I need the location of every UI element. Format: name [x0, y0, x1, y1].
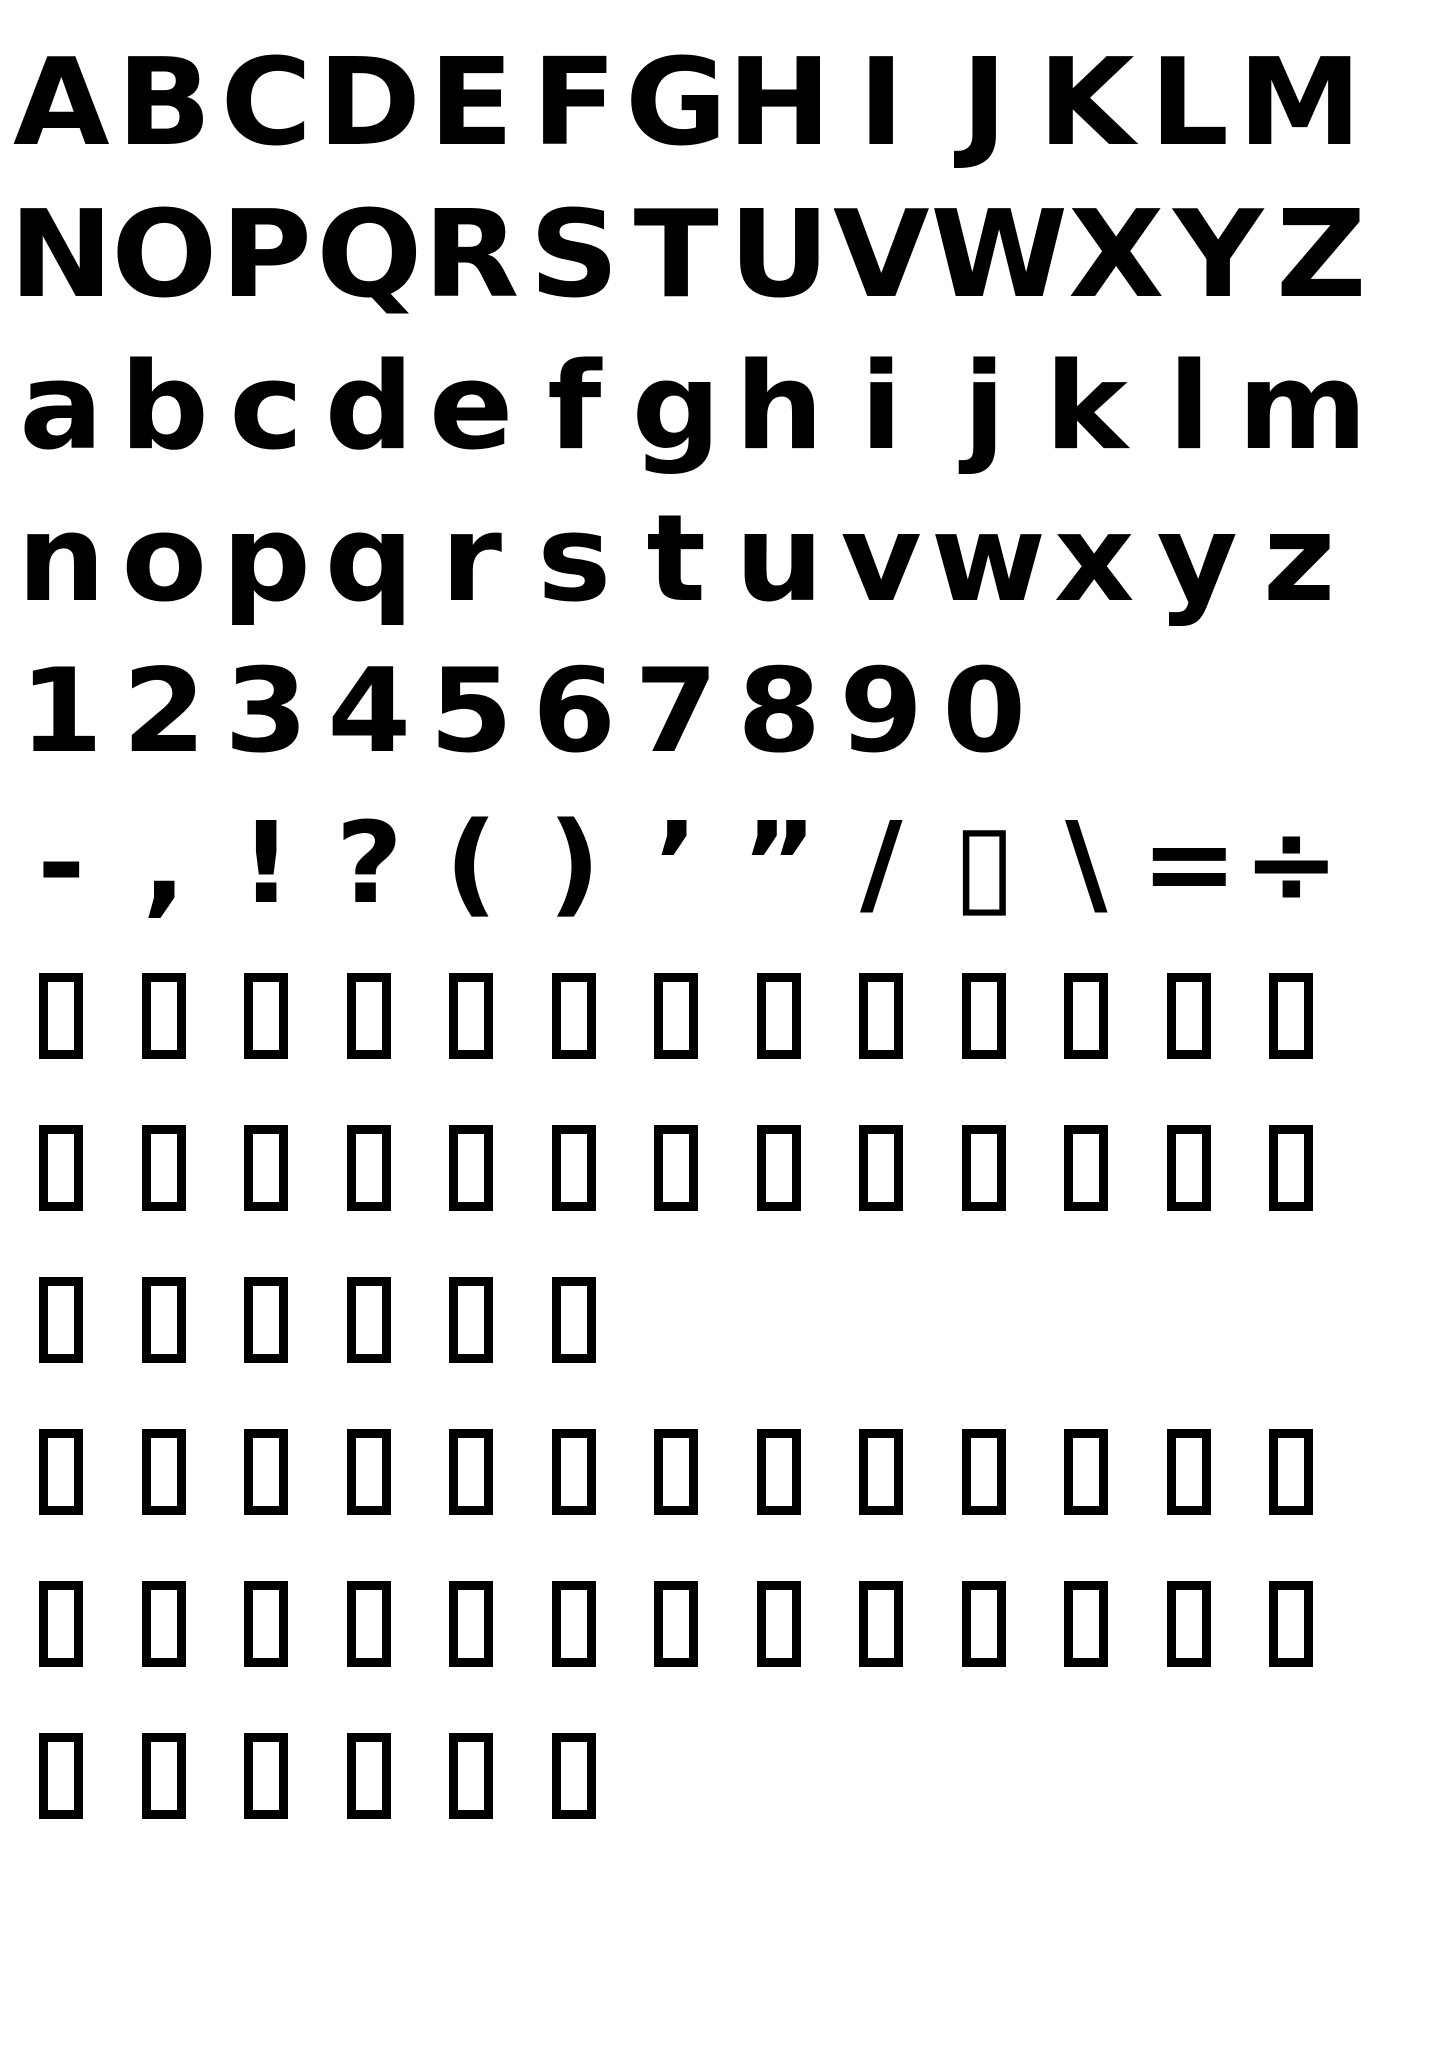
notdef-box-icon [859, 973, 903, 1059]
notdef-box-icon [244, 1125, 288, 1211]
notdef-row-3 [10, 1244, 1446, 1396]
glyph-cell: U [728, 186, 830, 325]
notdef-glyph-cell [215, 1700, 318, 1852]
notdef-glyph-cell [420, 1548, 523, 1700]
notdef-box-icon [552, 1277, 596, 1363]
glyph-cell: ) [547, 799, 601, 929]
empty-cell [1138, 1700, 1241, 1852]
glyph-cell: ▯ [951, 799, 1016, 929]
notdef-glyph-cell [728, 1396, 831, 1548]
notdef-glyph-cell [215, 940, 318, 1092]
glyph-cell: 6 [531, 644, 616, 779]
glyph-cell: F [531, 34, 617, 173]
notdef-box-icon [1269, 973, 1313, 1059]
notdef-box-icon [962, 1125, 1006, 1211]
glyph-cell: h [734, 338, 824, 477]
notdef-glyph-cell [830, 940, 933, 1092]
notdef-box-icon [39, 1277, 83, 1363]
notdef-box-icon [962, 1429, 1006, 1515]
notdef-glyph-cell [830, 1396, 933, 1548]
glyph-cell: n [16, 490, 106, 629]
notdef-glyph-cell [1240, 940, 1343, 1092]
notdef-box-icon [1064, 1125, 1108, 1211]
notdef-glyph-cell [1035, 940, 1138, 1092]
notdef-box-icon [347, 973, 391, 1059]
notdef-box-icon [347, 1125, 391, 1211]
empty-cell [933, 1700, 1036, 1852]
glyph-cell: 3 [224, 644, 309, 779]
glyph-cell: E [428, 34, 514, 173]
notdef-glyph-cell [10, 1700, 113, 1852]
lowercase-row-1 [10, 332, 1446, 484]
notdef-box-icon [347, 1733, 391, 1819]
glyph-cell: G [625, 34, 728, 173]
notdef-glyph-cell [10, 1548, 113, 1700]
glyph-cell: \ [1064, 799, 1108, 929]
notdef-box-icon [654, 1125, 698, 1211]
notdef-box-icon [244, 1581, 288, 1667]
empty-cell [1138, 1244, 1241, 1396]
notdef-glyph-cell [10, 940, 113, 1092]
notdef-box-icon [962, 1581, 1006, 1667]
empty-cell [625, 1244, 728, 1396]
notdef-box-icon [757, 1125, 801, 1211]
glyph-cell: k [1044, 338, 1128, 477]
notdef-glyph-cell [523, 1700, 626, 1852]
notdef-box-icon [142, 1733, 186, 1819]
notdef-box-icon [1167, 1581, 1211, 1667]
notdef-box-icon [654, 1429, 698, 1515]
empty-cell [933, 1244, 1036, 1396]
glyph-cell: 8 [736, 644, 821, 779]
uppercase-row-1 [10, 28, 1446, 180]
glyph-cell: T [633, 186, 719, 325]
glyph-cell: M [1237, 34, 1362, 173]
glyph-cell: c [229, 338, 304, 477]
notdef-glyph-cell [113, 940, 216, 1092]
empty-cell [625, 1700, 728, 1852]
glyph-cell: y [1156, 490, 1238, 629]
notdef-glyph-cell [625, 1548, 728, 1700]
notdef-box-icon [142, 1581, 186, 1667]
glyph-cell: m [1237, 338, 1368, 477]
notdef-box-icon [39, 1581, 83, 1667]
notdef-glyph-cell [523, 1396, 626, 1548]
notdef-box-icon [39, 973, 83, 1059]
glyph-cell: O [110, 186, 217, 325]
notdef-glyph-cell [728, 940, 831, 1092]
glyph-cell: S [528, 186, 619, 325]
empty-cell [1035, 1700, 1138, 1852]
empty-cell [830, 1244, 933, 1396]
notdef-box-icon [757, 1429, 801, 1515]
notdef-glyph-cell [113, 1396, 216, 1548]
empty-cell [1240, 1700, 1343, 1852]
notdef-glyph-cell [215, 1548, 318, 1700]
notdef-box-icon [449, 1581, 493, 1667]
notdef-glyph-cell [830, 1548, 933, 1700]
notdef-glyph-cell [420, 1092, 523, 1244]
glyph-cell: 2 [121, 644, 206, 779]
lowercase-row-2 [10, 484, 1446, 636]
notdef-box-icon [1064, 973, 1108, 1059]
glyph-cell: 0 [941, 644, 1026, 779]
glyph-cell: / [859, 799, 903, 929]
digits-row [10, 636, 1446, 788]
notdef-box-icon [654, 973, 698, 1059]
notdef-glyph-cell [113, 1092, 216, 1244]
notdef-box-icon [552, 1581, 596, 1667]
notdef-glyph-cell [1035, 1548, 1138, 1700]
notdef-glyph-cell [420, 1700, 523, 1852]
glyph-cell: R [423, 186, 520, 325]
notdef-box-icon [347, 1429, 391, 1515]
glyph-cell: ÷ [1242, 799, 1341, 929]
notdef-glyph-cell [1138, 1092, 1241, 1244]
empty-cell [1035, 1244, 1138, 1396]
notdef-box-icon [1269, 1581, 1313, 1667]
glyph-cell: 9 [839, 644, 924, 779]
glyph-cell: 1 [19, 644, 104, 779]
empty-cell [728, 1700, 831, 1852]
notdef-glyph-cell [318, 1396, 421, 1548]
notdef-glyph-cell [318, 1244, 421, 1396]
notdef-box-icon [1269, 1125, 1313, 1211]
notdef-box-icon [1167, 1429, 1211, 1515]
notdef-glyph-cell [215, 1092, 318, 1244]
glyph-cell: t [646, 490, 707, 629]
notdef-glyph-cell [318, 1548, 421, 1700]
notdef-glyph-cell [1035, 1396, 1138, 1548]
notdef-box-icon [244, 973, 288, 1059]
glyph-cell: q [324, 490, 414, 629]
glyph-cell: g [631, 338, 721, 477]
glyph-cell: ’ [654, 799, 699, 929]
glyph-cell: - [37, 799, 86, 929]
glyph-cell: d [324, 338, 414, 477]
notdef-glyph-cell [523, 1092, 626, 1244]
notdef-box-icon [449, 1277, 493, 1363]
notdef-glyph-cell [625, 940, 728, 1092]
glyph-cell: a [19, 338, 104, 477]
notdef-box-icon [757, 973, 801, 1059]
empty-cell [830, 1700, 933, 1852]
notdef-box-icon [142, 973, 186, 1059]
empty-cell [728, 1244, 831, 1396]
glyph-cell: o [120, 490, 207, 629]
punctuation-row [10, 788, 1446, 940]
glyph-cell: l [1167, 338, 1211, 477]
notdef-box-icon [449, 1125, 493, 1211]
notdef-box-icon [244, 1429, 288, 1515]
glyph-cell: ( [444, 799, 498, 929]
glyph-cell: = [1139, 799, 1238, 929]
notdef-row-6 [10, 1700, 1446, 1852]
notdef-row-5 [10, 1548, 1446, 1700]
notdef-box-icon [859, 1429, 903, 1515]
notdef-glyph-cell [830, 1092, 933, 1244]
notdef-box-icon [859, 1125, 903, 1211]
glyph-cell: v [840, 490, 922, 629]
notdef-box-icon [39, 1125, 83, 1211]
glyph-grid [10, 28, 1446, 1852]
notdef-glyph-cell [1240, 1092, 1343, 1244]
notdef-box-icon [552, 1733, 596, 1819]
glyph-cell: I [858, 34, 905, 173]
glyph-cell: K [1037, 34, 1135, 173]
notdef-glyph-cell [318, 940, 421, 1092]
glyph-cell: W [929, 186, 1068, 325]
glyph-cell: P [220, 186, 312, 325]
notdef-box-icon [244, 1277, 288, 1363]
notdef-box-icon [142, 1125, 186, 1211]
glyph-cell: X [1068, 186, 1165, 325]
uppercase-row-2 [10, 180, 1446, 332]
notdef-box-icon [39, 1429, 83, 1515]
notdef-glyph-cell [523, 1244, 626, 1396]
empty-cell [1033, 636, 1140, 788]
notdef-box-icon [552, 1125, 596, 1211]
glyph-cell: J [960, 34, 1007, 173]
notdef-glyph-cell [933, 1548, 1036, 1700]
glyph-cell: e [428, 338, 514, 477]
notdef-glyph-cell [523, 940, 626, 1092]
notdef-glyph-cell [1138, 1548, 1241, 1700]
glyph-cell: Q [315, 186, 422, 325]
notdef-box-icon [1064, 1581, 1108, 1667]
notdef-glyph-cell [1138, 940, 1241, 1092]
notdef-glyph-cell [420, 1396, 523, 1548]
notdef-box-icon [1064, 1429, 1108, 1515]
notdef-box-icon [552, 973, 596, 1059]
notdef-row-2 [10, 1092, 1446, 1244]
notdef-glyph-cell [420, 940, 523, 1092]
notdef-box-icon [1167, 973, 1211, 1059]
notdef-glyph-cell [215, 1244, 318, 1396]
glyph-cell: w [930, 490, 1046, 629]
notdef-box-icon [449, 1429, 493, 1515]
glyph-cell: j [962, 338, 1006, 477]
notdef-glyph-cell [1138, 1396, 1241, 1548]
glyph-cell: p [221, 490, 311, 629]
notdef-box-icon [347, 1277, 391, 1363]
notdef-box-icon [449, 973, 493, 1059]
glyph-cell: z [1263, 490, 1336, 629]
notdef-glyph-cell [933, 940, 1036, 1092]
notdef-box-icon [757, 1581, 801, 1667]
glyph-cell: b [119, 338, 209, 477]
notdef-box-icon [654, 1581, 698, 1667]
notdef-glyph-cell [728, 1092, 831, 1244]
notdef-glyph-cell [1240, 1396, 1343, 1548]
glyph-cell: , [141, 799, 186, 929]
empty-cell [1238, 636, 1345, 788]
glyph-cell: V [832, 186, 930, 325]
glyph-cell: B [116, 34, 212, 173]
notdef-glyph-cell [10, 1092, 113, 1244]
glyph-cell: ! [239, 799, 293, 929]
notdef-box-icon [1167, 1125, 1211, 1211]
notdef-glyph-cell [933, 1092, 1036, 1244]
notdef-glyph-cell [625, 1092, 728, 1244]
notdef-glyph-cell [215, 1396, 318, 1548]
notdef-glyph-cell [933, 1396, 1036, 1548]
notdef-glyph-cell [113, 1700, 216, 1852]
notdef-box-icon [1269, 1429, 1313, 1515]
notdef-box-icon [859, 1581, 903, 1667]
glyph-cell: L [1148, 34, 1229, 173]
glyph-cell: u [734, 490, 824, 629]
empty-cell [1135, 636, 1242, 788]
glyph-cell: i [859, 338, 903, 477]
empty-cell [1240, 1244, 1343, 1396]
glyph-cell: Z [1275, 186, 1367, 325]
notdef-glyph-cell [318, 1700, 421, 1852]
notdef-box-icon [244, 1733, 288, 1819]
glyph-cell: ” [740, 799, 818, 929]
glyph-cell: s [536, 490, 611, 629]
notdef-box-icon [347, 1581, 391, 1667]
notdef-box-icon [142, 1277, 186, 1363]
notdef-box-icon [962, 973, 1006, 1059]
notdef-glyph-cell [1035, 1092, 1138, 1244]
notdef-box-icon [552, 1429, 596, 1515]
notdef-box-icon [142, 1429, 186, 1515]
notdef-glyph-cell [10, 1244, 113, 1396]
notdef-box-icon [39, 1733, 83, 1819]
notdef-glyph-cell [1240, 1548, 1343, 1700]
glyph-cell: N [9, 186, 114, 325]
notdef-box-icon [449, 1733, 493, 1819]
glyph-cell: x [1054, 490, 1135, 629]
glyph-cell: 4 [326, 644, 411, 779]
notdef-glyph-cell [113, 1548, 216, 1700]
notdef-glyph-cell [523, 1548, 626, 1700]
notdef-glyph-cell [420, 1244, 523, 1396]
notdef-glyph-cell [318, 1092, 421, 1244]
glyph-cell: C [220, 34, 313, 173]
glyph-cell: 5 [429, 644, 514, 779]
notdef-glyph-cell [113, 1244, 216, 1396]
notdef-row-1 [10, 940, 1446, 1092]
glyph-cell: 7 [634, 644, 719, 779]
notdef-row-4 [10, 1396, 1446, 1548]
notdef-glyph-cell [625, 1396, 728, 1548]
notdef-glyph-cell [10, 1396, 113, 1548]
notdef-glyph-cell [728, 1548, 831, 1700]
glyph-cell: D [316, 34, 421, 173]
glyph-cell: A [12, 34, 110, 173]
glyph-cell: f [546, 338, 601, 477]
glyph-cell: Y [1173, 186, 1264, 325]
glyph-cell: r [440, 490, 503, 629]
glyph-cell: ? [334, 799, 403, 929]
glyph-cell: H [726, 34, 831, 173]
